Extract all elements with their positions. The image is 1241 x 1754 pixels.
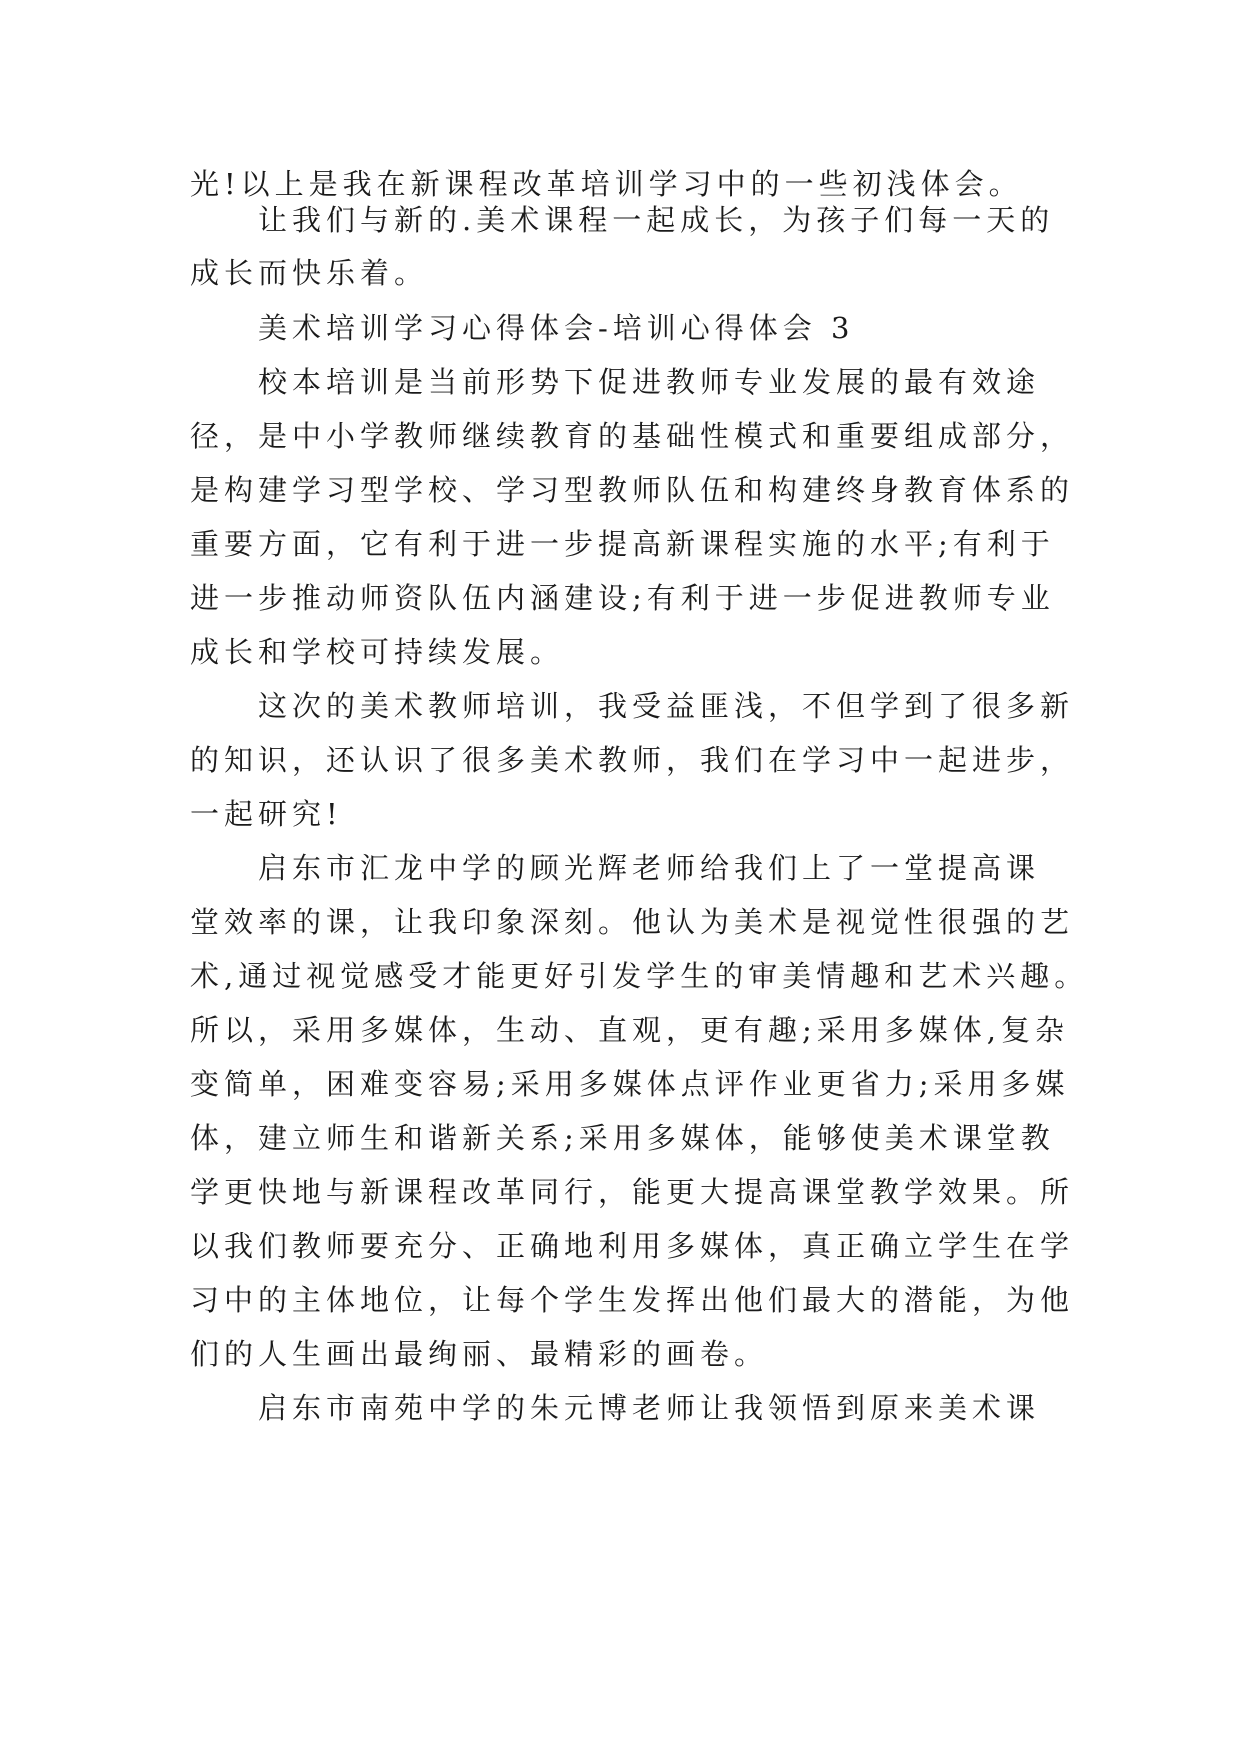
text-line: 习中的主体地位，让每个学生发挥出他们最大的潜能，为他: [190, 1283, 1075, 1317]
section-heading: 美术培训学习心得体会-培训心得体会 3: [258, 311, 855, 345]
text-line: 是构建学习型学校、学习型教师队伍和构建终身教育体系的: [190, 473, 1075, 507]
text-line: 校本培训是当前形势下促进教师专业发展的最有效途: [258, 365, 1041, 399]
text-line: 让我们与新的.美术课程一起成长，为孩子们每一天的: [258, 203, 1055, 237]
text-line: 术,通过视觉感受才能更好引发学生的审美情趣和艺术兴趣。: [190, 959, 1089, 993]
text-line: 重要方面，它有利于进一步提高新课程实施的水平;有利于: [190, 527, 1055, 561]
text-line: 变简单，困难变容易;采用多媒体点评作业更省力;采用多媒: [190, 1067, 1070, 1101]
text-line: 以我们教师要充分、正确地利用多媒体，真正确立学生在学: [190, 1229, 1075, 1263]
text-line: 体，建立师生和谐新关系;采用多媒体，能够使美术课堂教: [190, 1121, 1055, 1155]
text-line: 学更快地与新课程改革同行，能更大提高课堂教学效果。所: [190, 1175, 1075, 1209]
text-line: 堂效率的课，让我印象深刻。他认为美术是视觉性很强的艺: [190, 905, 1075, 939]
text-line: 们的人生画出最绚丽、最精彩的画卷。: [190, 1337, 769, 1371]
text-line: 启东市汇龙中学的顾光辉老师给我们上了一堂提高课: [258, 851, 1041, 885]
text-line: 光!以上是我在新课程改革培训学习中的一些初浅体会。: [190, 167, 1023, 201]
text-line: 一起研究!: [190, 797, 343, 831]
text-line: 启东市南苑中学的朱元博老师让我领悟到原来美术课: [258, 1391, 1041, 1425]
text-line: 径，是中小学教师继续教育的基础性模式和重要组成部分，: [190, 419, 1075, 453]
text-line: 成长而快乐着。: [190, 256, 429, 290]
text-line: 这次的美术教师培训，我受益匪浅，不但学到了很多新: [258, 689, 1075, 723]
text-line: 成长和学校可持续发展。: [190, 635, 565, 669]
text-line: 的知识，还认识了很多美术教师，我们在学习中一起进步，: [190, 743, 1075, 777]
text-line: 所以，采用多媒体，生动、直观，更有趣;采用多媒体,复杂: [190, 1013, 1069, 1047]
text-line: 进一步推动师资队伍内涵建设;有利于进一步促进教师专业: [190, 581, 1055, 615]
